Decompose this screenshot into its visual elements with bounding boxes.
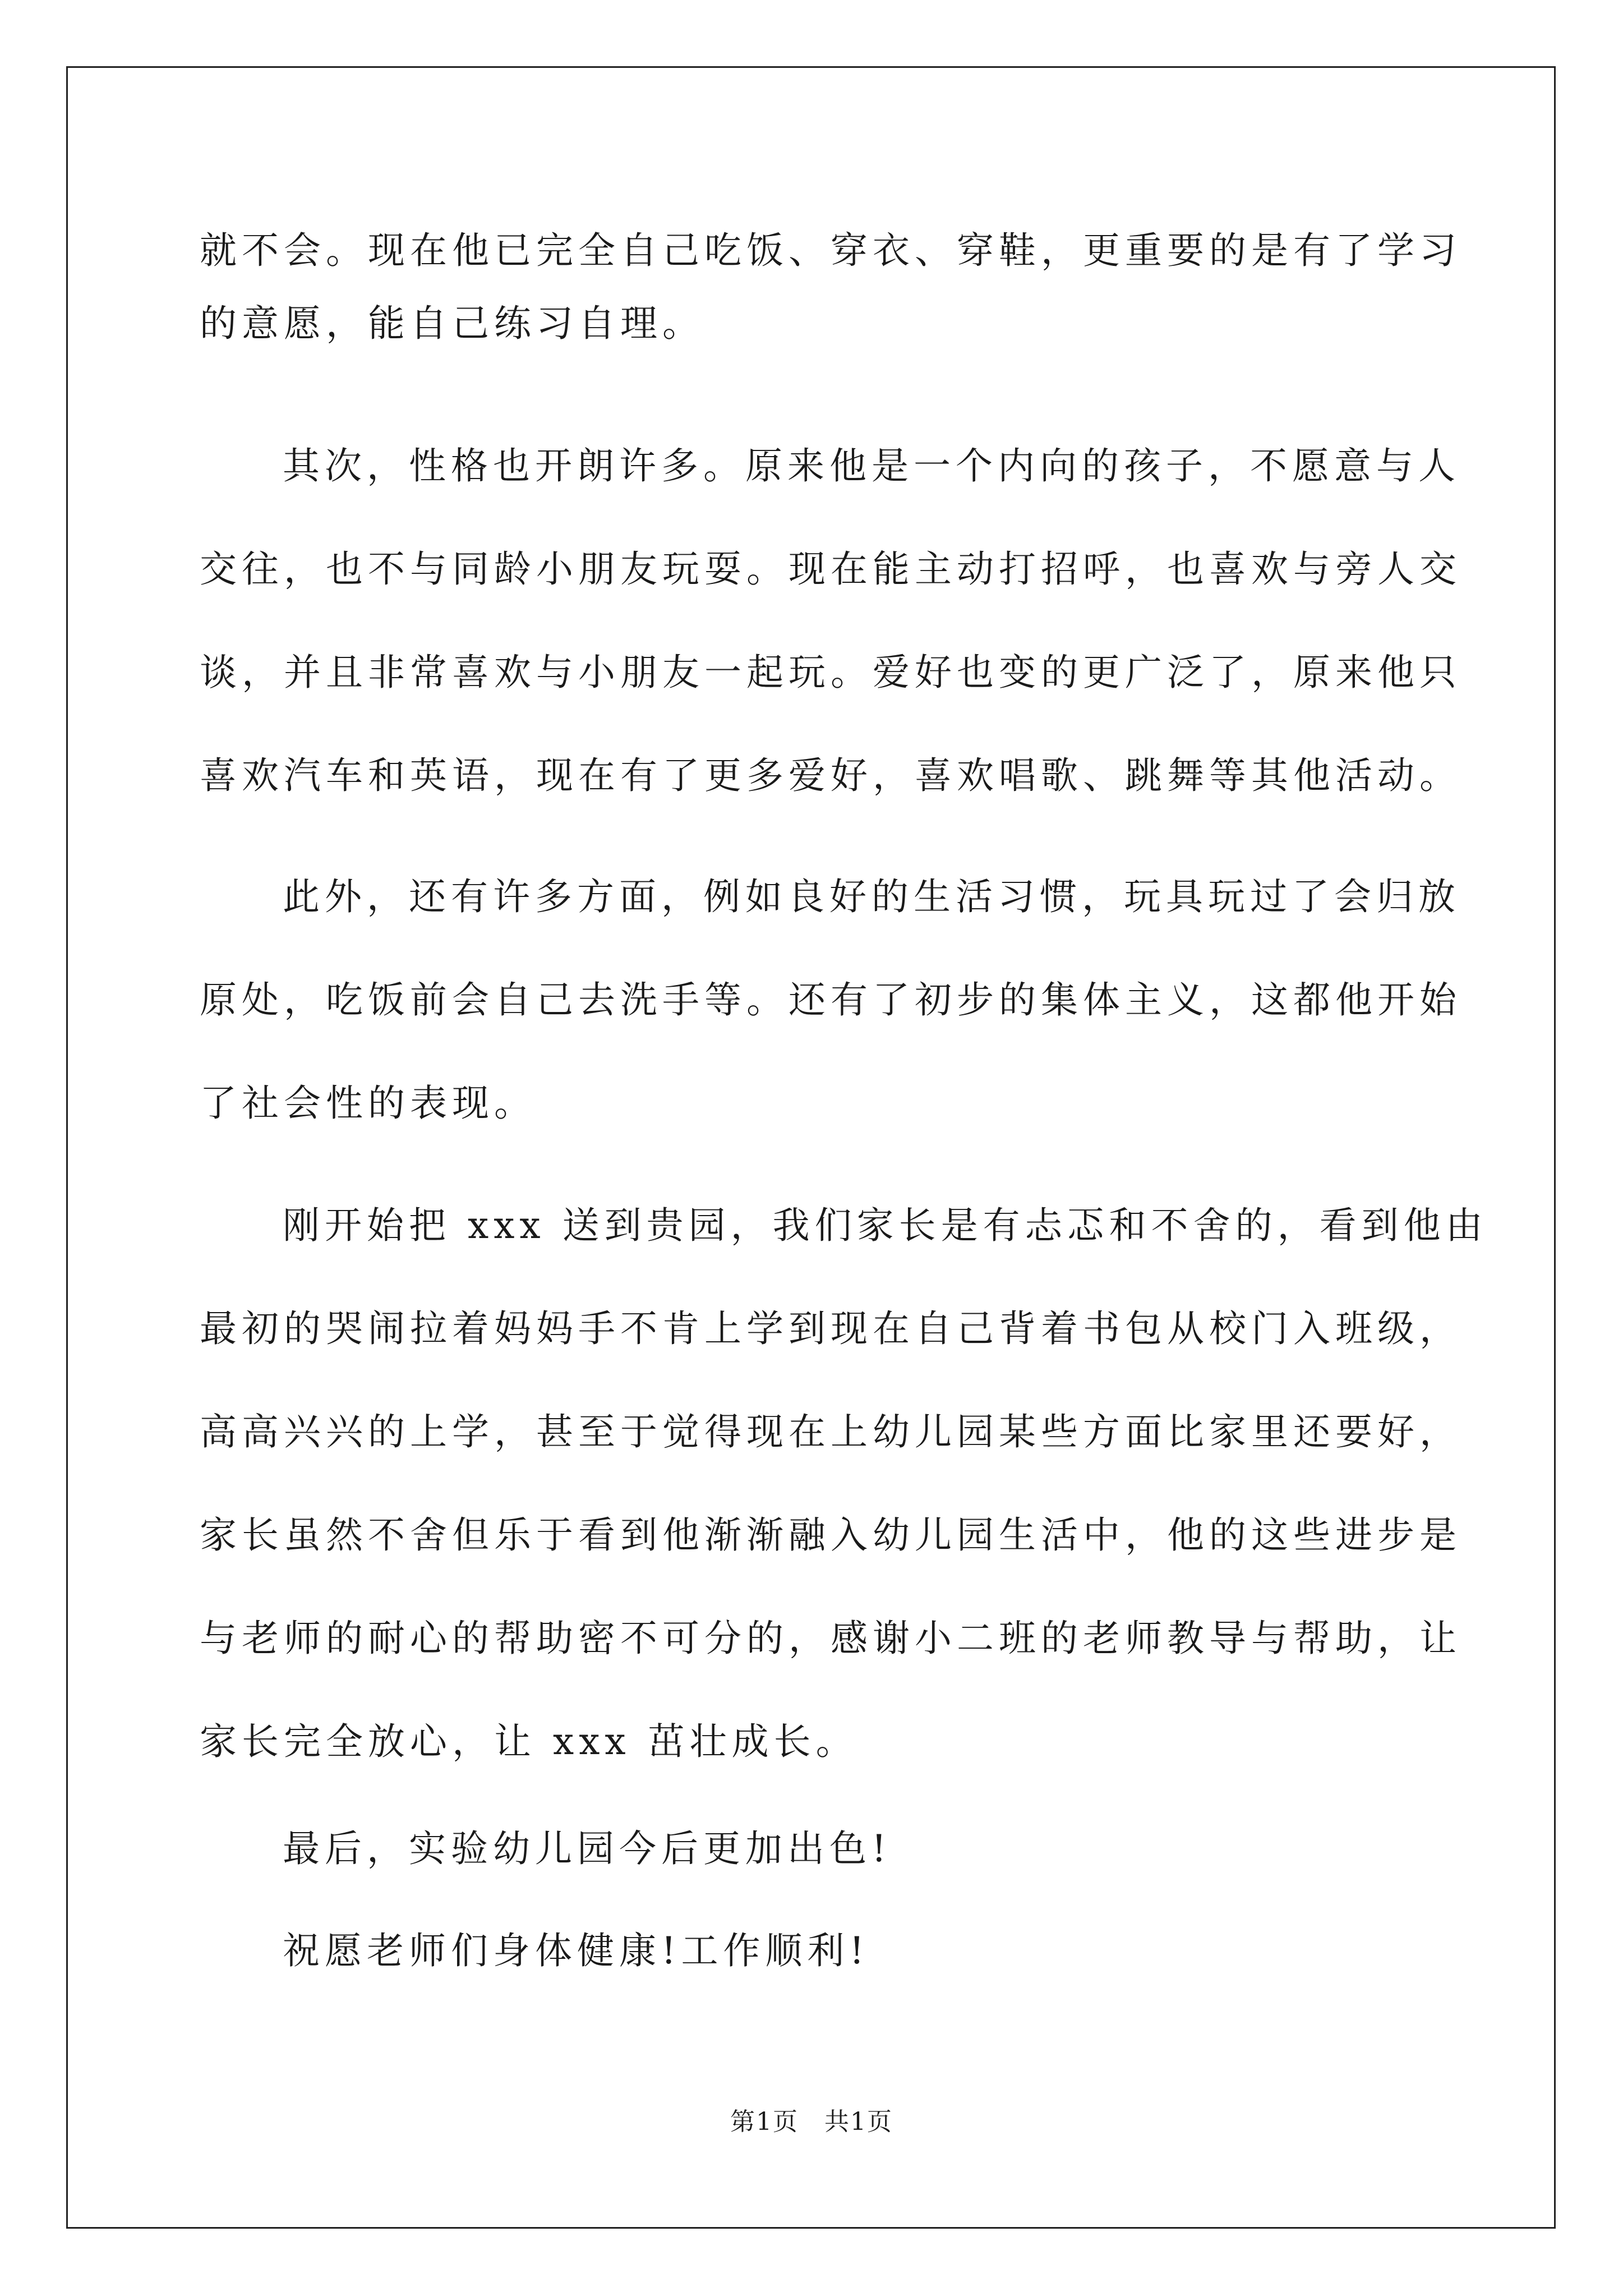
paragraph-line: 的意愿，能自己练习自理。 <box>200 302 704 345</box>
paragraph-line: 高高兴兴的上学，甚至于觉得现在上幼儿园某些方面比家里还要好， <box>200 1410 1461 1453</box>
paragraph-line: 了社会性的表现。 <box>200 1082 536 1125</box>
paragraph-line: 交往，也不与同龄小朋友玩耍。现在能主动打招呼，也喜欢与旁人交 <box>200 547 1461 591</box>
paragraph-line: 最初的哭闹拉着妈妈手不肯上学到现在自己背着书包从校门入班级， <box>200 1307 1461 1350</box>
paragraph-line: 就不会。现在他已完全自己吃饭、穿衣、穿鞋，更重要的是有了学习 <box>200 229 1461 272</box>
paragraph-line: 谈，并且非常喜欢与小朋友一起玩。爱好也变的更广泛了，原来他只 <box>200 651 1461 694</box>
paragraph-line: 原处，吃饭前会自己去洗手等。还有了初步的集体主义，这都他开始 <box>200 978 1461 1022</box>
paragraph-line: 与老师的耐心的帮助密不可分的，感谢小二班的老师教导与帮助，让 <box>200 1617 1461 1660</box>
paragraph-line: 刚开始把 xxx 送到贵园，我们家长是有忐忑和不舍的，看到他由 <box>283 1204 1488 1247</box>
page-border <box>66 66 1556 2229</box>
paragraph-line: 此外，还有许多方面，例如良好的生活习惯，玩具玩过了会归放 <box>283 875 1460 918</box>
paragraph-line: 其次，性格也开朗许多。原来他是一个内向的孩子，不愿意与人 <box>283 444 1460 487</box>
paragraph-line: 喜欢汽车和英语，现在有了更多爱好，喜欢唱歌、跳舞等其他活动。 <box>200 754 1461 797</box>
paragraph-line: 家长虽然不舍但乐于看到他渐渐融入幼儿园生活中，他的这些进步是 <box>200 1513 1461 1557</box>
page-footer: 第1页 共1页 <box>730 2108 893 2136</box>
paragraph-line: 祝愿老师们身体健康!工作顺利! <box>283 1929 870 1972</box>
paragraph-line: 最后，实验幼儿园今后更加出色! <box>283 1827 892 1870</box>
paragraph-line: 家长完全放心，让 xxx 茁壮成长。 <box>200 1720 858 1763</box>
